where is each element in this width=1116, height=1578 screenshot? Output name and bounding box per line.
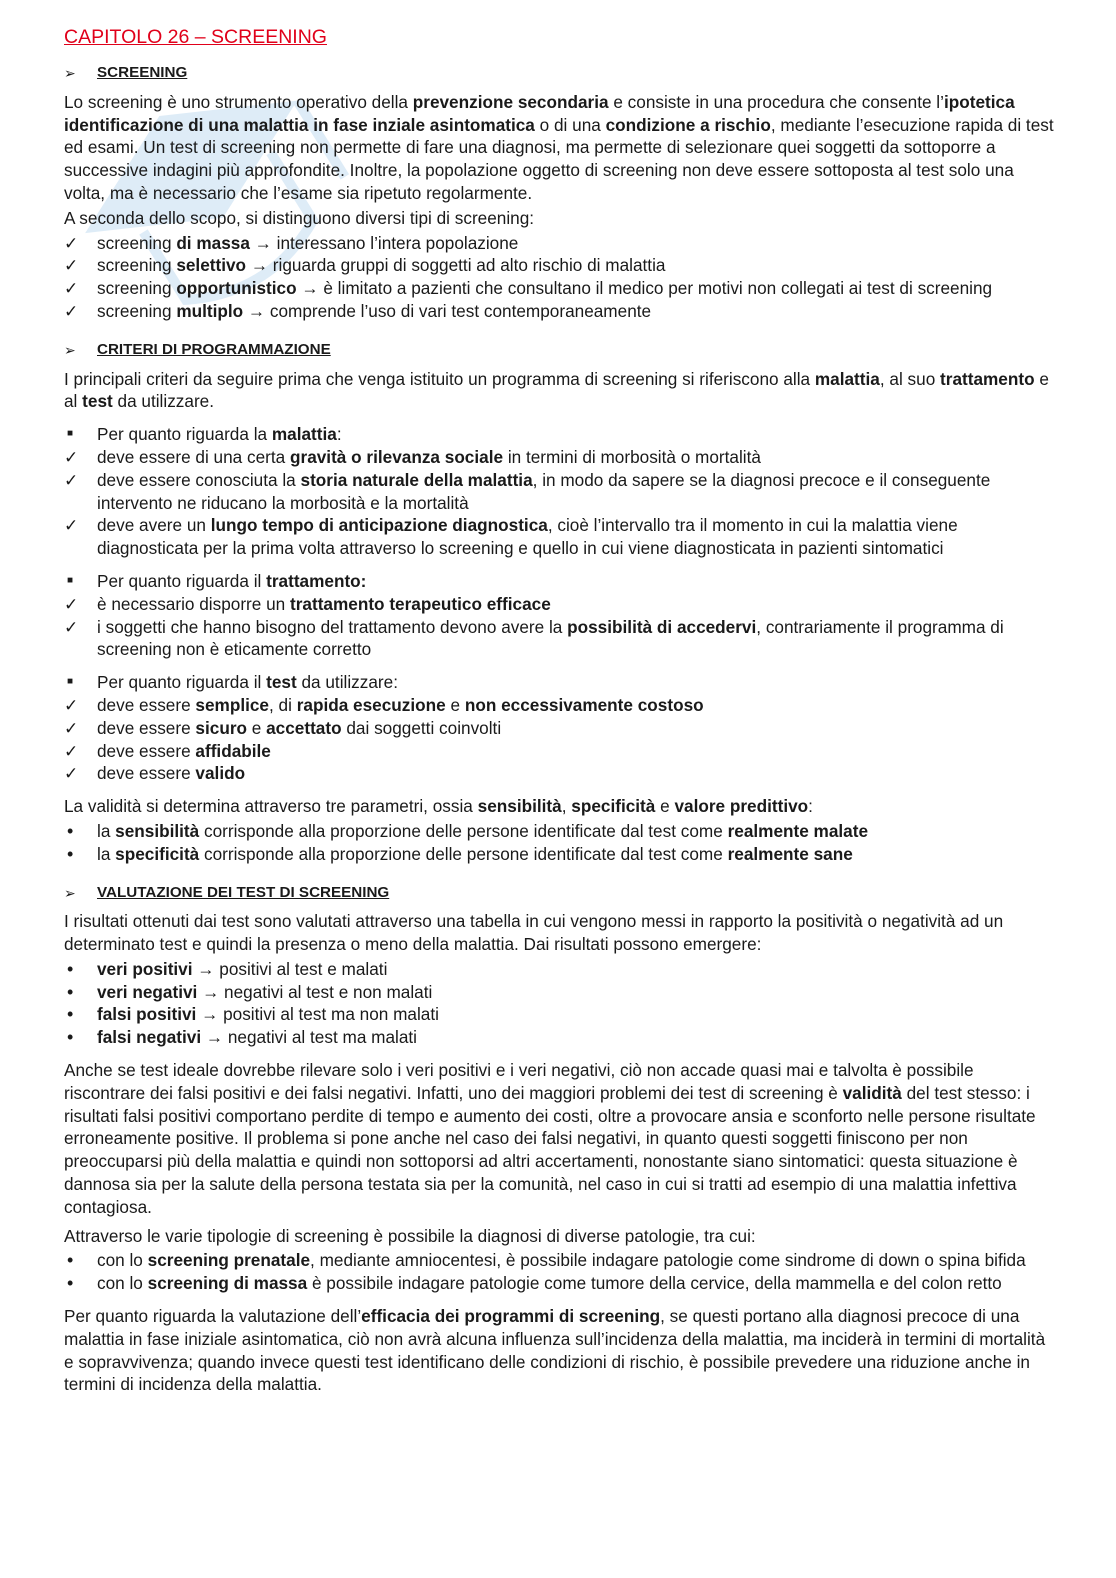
list-item [64, 277, 1054, 300]
paragraph [64, 91, 1054, 205]
bold-text: test [266, 672, 297, 693]
check-icon: ✓ [64, 232, 79, 253]
list-item [64, 616, 1054, 662]
arrow-right-icon: ➢ [64, 341, 76, 358]
text-run: la [97, 820, 116, 841]
text-run: I risultati ottenuti dai test sono valutati attraverso una tabella in cui vengono messi in rapporto la positività o negatività ad un determinato test e quindi la presenza o meno della malattia. Dai risultati possono emergere: [64, 911, 1004, 955]
list-item [64, 958, 1054, 981]
bold-text: rapida esecuzione [296, 694, 446, 715]
bold-text: falsi negativi → [97, 1027, 224, 1048]
square-bullet-icon: ■ [67, 676, 74, 688]
bold-text: affidabile [195, 740, 271, 761]
arrow-right-icon: ➢ [64, 884, 76, 901]
text-run: negativi al test e non malati [219, 981, 433, 1002]
bold-text: trattamento [940, 368, 1035, 389]
text-run: positivi al test e malati [214, 958, 388, 979]
arrow-right-icon: ➢ [64, 65, 76, 81]
paragraph [64, 795, 1054, 818]
list-item [64, 843, 1054, 866]
section-title: CRITERI DI PROGRAMMAZIONE [97, 340, 331, 358]
text-run: dai soggetti coinvolti [341, 717, 502, 738]
round-bullet-icon: • [67, 981, 74, 1002]
chapter-title: CAPITOLO 26 – SCREENING [64, 26, 327, 48]
text-run: corrisponde alla proporzione delle persone identificate dal test come [199, 820, 728, 841]
bold-text: test [82, 391, 113, 412]
document-page [64, 24, 1054, 1398]
round-bullet-icon: • [67, 820, 74, 841]
paragraph [64, 207, 1054, 230]
screening-types-list [64, 232, 1054, 323]
check-icon: ✓ [64, 278, 79, 299]
text-run: , al suo [879, 368, 941, 389]
text-run: con lo [97, 1250, 148, 1271]
paragraph [64, 1225, 1054, 1248]
text-run: screening [97, 255, 177, 276]
group-trattamento-head [64, 570, 1054, 593]
text-run: , mediante l’esecuzione rapida di test ed esami. Un test di screening non permette di fare una diagnosi, ma permette di selezionare quei soggetti da sottoporre a successive indagini più approfondite. Inoltre, la popolazione oggetto di screening non deve essere sottoposta al test solo una volta, ma è necessario che l’esame sia ripetuto regolarmente. [64, 114, 1054, 203]
text-run: Per quanto riguarda la [97, 424, 272, 445]
bold-text: accettato [266, 717, 342, 738]
text-run: deve essere [97, 740, 196, 761]
list-item [64, 820, 1054, 843]
bold-text: sicuro [195, 717, 248, 738]
text-run: , se questi portano alla diagnosi precoce di una malattia in fase iniziale asintomatica, ciò non avrà alcuna influenza sull’incidenza della malattia, ma inciderà in termini di mortalità e sopravvivenza; quando invece questi test identificano delle condizioni di rischio, è possibile prevedere una riduzione anche in termini di incidenza della malattia. [64, 1306, 1046, 1395]
check-icon: ✓ [64, 763, 79, 784]
text-run: , contrariamente il programma di screening non è eticamente corretto [97, 616, 1004, 660]
bold-text: valido [195, 763, 246, 784]
bold-text: possibilità di accedervi [567, 616, 757, 637]
text-run: , cioè l’intervallo tra il momento in cui la malattia viene diagnosticata per la prima volta attraverso lo screening e quello in cui viene diagnosticata in pazienti sintomatici [97, 515, 958, 559]
round-bullet-icon: • [67, 958, 74, 979]
text-run: , di [269, 694, 297, 715]
bold-text: specificità [571, 796, 656, 817]
bold-text: malattia [271, 424, 337, 445]
section-valutazione-header [64, 882, 1054, 905]
paragraph [64, 910, 1054, 956]
group-heading [64, 671, 1054, 694]
round-bullet-icon: • [67, 1027, 74, 1048]
list-item [64, 446, 1054, 469]
text-run: è possibile indagare patologie come tumore della cervice, della mammella e del colon retto [307, 1273, 1002, 1294]
check-icon: ✓ [64, 300, 79, 321]
text-run: Lo screening è uno strumento operativo della [64, 91, 413, 112]
results-list [64, 958, 1054, 1049]
round-bullet-icon: • [67, 1250, 74, 1271]
bold-text: di massa → [176, 232, 272, 253]
list-item [64, 232, 1054, 255]
text-run: Per quanto riguarda il [97, 570, 267, 591]
text-run: e al [64, 368, 1049, 412]
bold-text: multiplo → [176, 300, 266, 321]
bold-text: trattamento: [266, 570, 367, 591]
text-run: , in modo da sapere se la diagnosi precoce e il conseguente intervento ne riducano la morbosità e la mortalità [97, 469, 991, 513]
text-run: deve avere un [97, 515, 211, 536]
text-run: I principali criteri da seguire prima che venga istituito un programma di screening si riferiscono alla [64, 368, 815, 389]
bold-text: screening di massa [147, 1273, 308, 1294]
list-item [64, 300, 1054, 323]
check-icon: ✓ [64, 717, 79, 738]
text-run: Anche se test ideale dovrebbe rilevare solo i veri positivi e i veri negativi, ciò non accade quasi mai e talvolta è possibile riscontrare dei falsi positivi e dei falsi negativi. Infatti, uno dei maggiori problemi dei test di screening è [64, 1060, 974, 1103]
text-run: negativi al test ma malati [223, 1027, 417, 1048]
text-run: i soggetti che hanno bisogno del trattamento devono avere la [97, 616, 568, 637]
check-icon: ✓ [64, 616, 79, 637]
check-icon: ✓ [64, 593, 79, 614]
check-icon: ✓ [64, 255, 79, 276]
section-screening-header [64, 62, 1054, 85]
text-run: interessano l’intera popolazione [271, 232, 519, 253]
text-run: deve essere [97, 717, 196, 738]
text-run: La validità si determina attraverso tre parametri, ossia [64, 796, 478, 817]
text-run: screening [97, 232, 177, 253]
list-item [64, 740, 1054, 763]
text-run: screening [97, 278, 177, 299]
round-bullet-icon: • [67, 843, 74, 864]
check-icon: ✓ [64, 515, 79, 536]
list-item [64, 1003, 1054, 1026]
text-run: deve essere di una certa [97, 446, 290, 467]
bold-text: sensibilità [477, 796, 562, 817]
text-run: o di una [534, 114, 606, 135]
section-criteri-header [64, 339, 1054, 362]
paragraph [64, 1059, 1054, 1219]
square-bullet-icon: ■ [67, 428, 74, 440]
bold-text: trattamento terapeutico efficace [290, 593, 551, 614]
bold-text: opportunistico → [176, 278, 319, 299]
list-item [64, 1249, 1054, 1272]
text-run: con lo [97, 1273, 148, 1294]
text-run: e [445, 694, 465, 715]
bold-text: ipotetica identificazione di una malattia in fase inziale asintomatica [64, 91, 1015, 135]
list-item [64, 981, 1054, 1004]
text-run: : [336, 424, 342, 445]
text-run: A seconda dello scopo, si distinguono diversi tipi di screening: [64, 207, 535, 228]
text-run: deve essere [97, 763, 196, 784]
bold-text: semplice [195, 694, 269, 715]
text-run: Attraverso le varie tipologie di screening è possibile la diagnosi di diverse patologie, tra cui: [64, 1225, 756, 1246]
bold-text: validità [842, 1082, 902, 1103]
list-item [64, 593, 1054, 616]
bold-text: prevenzione secondaria [412, 91, 609, 112]
bold-text: screening prenatale [147, 1250, 311, 1271]
bold-text: storia naturale della malattia [300, 469, 533, 490]
text-run: del test stesso: i risultati falsi positivi comportano perdite di tempo e aumento dei costi, oltre a provocare ansia e sconforto nelle persone risultate erroneamente positive. Il problema si pone anche nel caso dei falsi negativi, in quanto questi soggetti finiscono per non preoccuparsi più della malattia e quindi non sottoporsi ad altri accertamenti, nonostante siano sintomatici: questa situazione è dannosa sia per la salute della persona testata sia per la comunità, nel caso in cui si tratti ad esempio di una malattia infettiva contagiosa. [64, 1082, 1036, 1217]
text-run: da utilizzare: [296, 672, 398, 693]
text-run: Per quanto riguarda il [97, 672, 267, 693]
bold-text: realmente sane [727, 843, 853, 864]
text-run: positivi al test ma non malati [218, 1004, 439, 1025]
text-run: corrisponde alla proporzione delle persone identificate dal test come [199, 843, 728, 864]
group-test-list [64, 694, 1054, 785]
round-bullet-icon: • [67, 1273, 74, 1294]
text-run: : [808, 796, 813, 817]
bold-text: veri positivi → [97, 958, 215, 979]
bold-text: malattia [814, 368, 880, 389]
list-item [64, 1026, 1054, 1049]
group-heading [64, 570, 1054, 593]
text-run: screening [97, 300, 177, 321]
group-heading [64, 423, 1054, 446]
square-bullet-icon: ■ [67, 574, 74, 586]
group-malattia-list [64, 446, 1054, 560]
bold-text: efficacia dei programmi di screening [361, 1306, 661, 1327]
group-malattia-head [64, 423, 1054, 446]
text-run: in termini di morbosità o mortalità [503, 446, 761, 467]
bold-text: sensibilità [115, 820, 200, 841]
list-item [64, 694, 1054, 717]
bold-text: condizione a rischio [605, 114, 771, 135]
bold-text: specificità [115, 843, 200, 864]
bold-text: valore predittivo [674, 796, 809, 817]
text-run: e [247, 717, 267, 738]
text-run: è necessario disporre un [97, 593, 290, 614]
bold-text: lungo tempo di anticipazione diagnostica [210, 515, 548, 536]
text-run: deve essere [97, 694, 196, 715]
check-icon: ✓ [64, 740, 79, 761]
group-trattamento-list [64, 593, 1054, 661]
text-run: , [561, 796, 572, 817]
list-item [64, 514, 1054, 560]
list-item [64, 762, 1054, 785]
bold-text: veri negativi → [97, 981, 220, 1002]
section-title: VALUTAZIONE DEI TEST DI SCREENING [97, 883, 390, 901]
bold-text: falsi positivi → [97, 1004, 219, 1025]
text-run: deve essere conosciuta la [97, 469, 301, 490]
text-run: è limitato a pazienti che consultano il medico per motivi non collegati ai test di screening [318, 278, 993, 299]
bold-text: selettivo → [176, 255, 269, 276]
paragraph [64, 1305, 1054, 1396]
paragraph [64, 368, 1054, 414]
text-run: Per quanto riguarda la valutazione dell’ [64, 1306, 362, 1327]
round-bullet-icon: • [67, 1004, 74, 1025]
section-title: SCREENING [97, 64, 188, 81]
check-icon: ✓ [64, 446, 79, 467]
text-run: e [655, 796, 675, 817]
bold-text: realmente malate [727, 820, 869, 841]
text-run: riguarda gruppi di soggetti ad alto rischio di malattia [268, 255, 666, 276]
text-run: da utilizzare. [112, 391, 214, 412]
list-item [64, 469, 1054, 515]
bold-text: non eccessivamente costoso [464, 694, 704, 715]
validity-list [64, 820, 1054, 866]
text-run: la [97, 843, 116, 864]
text-run: , mediante amniocentesi, è possibile indagare patologie come sindrome di down o spina bifida [310, 1250, 1026, 1271]
group-test-head [64, 671, 1054, 694]
bold-text: gravità o rilevanza sociale [290, 446, 504, 467]
text-run: comprende l’uso di vari test contemporaneamente [265, 300, 652, 321]
text-run: e consiste in una procedura che consente l’ [608, 91, 944, 112]
list-item [64, 254, 1054, 277]
check-icon: ✓ [64, 694, 79, 715]
list-item [64, 717, 1054, 740]
check-icon: ✓ [64, 469, 79, 490]
pathology-list [64, 1249, 1054, 1295]
list-item [64, 1272, 1054, 1295]
